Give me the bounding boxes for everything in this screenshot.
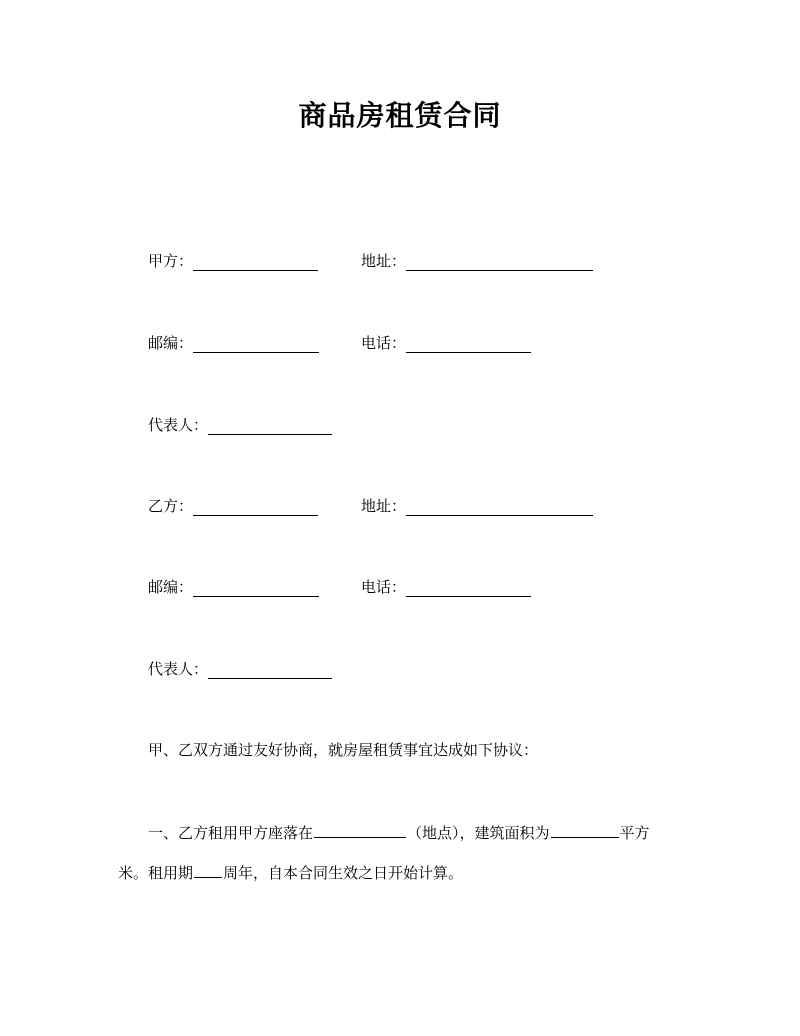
document-title: 商品房租赁合同: [298, 99, 502, 132]
party-b-name-row: [148, 496, 318, 516]
clause-1-text-1: 一、乙方租用甲方座落在: [148, 824, 314, 842]
clause-1-text-4: 米。租用期: [118, 864, 194, 882]
party-a-phone-row: [361, 333, 531, 353]
party-a-address-row: [361, 251, 593, 271]
location-field[interactable]: [314, 822, 406, 838]
party-a-address-label: 地址：: [361, 252, 407, 270]
party-b-name-field[interactable]: [193, 499, 318, 516]
clause-1-text-2: （地点），建筑面积为: [407, 824, 550, 842]
clause-1-line-1: [148, 822, 650, 843]
party-b-postcode-row: [148, 577, 319, 597]
intro-paragraph: 甲、乙双方通过友好协商，就房屋租赁事宜达成如下协议：: [148, 741, 539, 759]
party-b-name-label: 乙方：: [148, 497, 194, 515]
clause-1-text-5: 周年，自本合同生效之日开始计算。: [223, 864, 464, 882]
party-a-name-label: 甲方：: [148, 252, 194, 270]
party-b-address-field[interactable]: [406, 499, 593, 516]
party-b-address-row: [361, 496, 593, 516]
party-a-name-field[interactable]: [193, 254, 318, 271]
party-b-representative-row: [148, 659, 332, 679]
party-a-representative-row: [148, 415, 332, 435]
party-b-representative-field[interactable]: [208, 662, 332, 679]
clause-1-line-2: [118, 862, 463, 883]
party-b-phone-row: [361, 577, 531, 597]
party-b-postcode-field[interactable]: [193, 580, 319, 597]
party-a-postcode-row: [148, 333, 319, 353]
party-a-name-row: [148, 251, 318, 271]
term-years-field[interactable]: [194, 862, 222, 878]
party-a-phone-label: 电话：: [361, 334, 407, 352]
party-a-postcode-field[interactable]: [193, 336, 319, 353]
party-b-phone-label: 电话：: [361, 578, 407, 596]
party-a-representative-label: 代表人：: [148, 416, 209, 434]
party-b-address-label: 地址：: [361, 497, 407, 515]
party-b-representative-label: 代表人：: [148, 660, 209, 678]
party-b-postcode-label: 邮编：: [148, 578, 194, 596]
area-field[interactable]: [551, 822, 619, 838]
party-a-postcode-label: 邮编：: [148, 334, 194, 352]
party-b-phone-field[interactable]: [406, 580, 531, 597]
clause-1-text-3: 平方: [619, 824, 650, 842]
party-a-representative-field[interactable]: [208, 418, 332, 435]
party-a-address-field[interactable]: [406, 254, 593, 271]
party-a-phone-field[interactable]: [406, 336, 531, 353]
